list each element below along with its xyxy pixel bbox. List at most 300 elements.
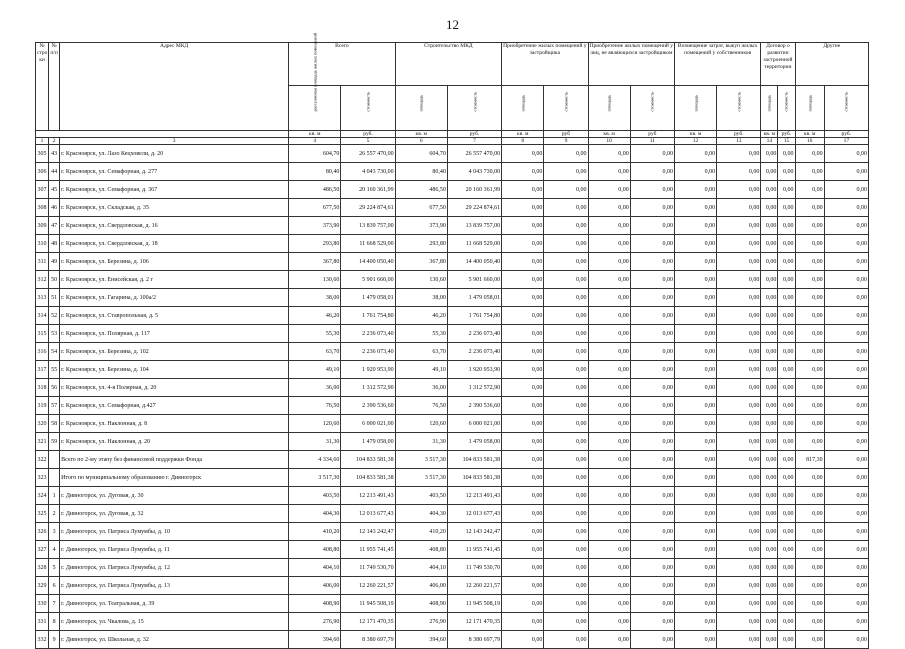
- table-row: [36, 145, 869, 163]
- row-value: 0,00: [778, 361, 795, 379]
- row-value: 0,00: [761, 181, 778, 199]
- row-value: 0,00: [544, 487, 588, 505]
- row-value: 0,00: [778, 343, 795, 361]
- row-value: 0,00: [778, 487, 795, 505]
- row-number: 310: [36, 235, 49, 253]
- row-value: 0,00: [795, 505, 824, 523]
- row-value: 373,90: [289, 217, 341, 235]
- row-value: 0,00: [717, 307, 761, 325]
- row-value: 31,30: [289, 433, 341, 451]
- row-value: 2 236 073,40: [341, 325, 395, 343]
- row-value: 0,00: [502, 163, 544, 181]
- row-value: 0,00: [588, 595, 630, 613]
- column-number: 6: [395, 138, 447, 145]
- row-number: 323: [36, 469, 49, 487]
- row-value: 1 479 058,01: [341, 289, 395, 307]
- row-pp: 45: [49, 181, 60, 199]
- row-value: 0,00: [717, 217, 761, 235]
- subheader-cost: [824, 86, 868, 131]
- row-address: г. Красноярск, ул. Семафорная, д. 367: [60, 181, 289, 199]
- row-value: 0,00: [544, 343, 588, 361]
- table-row: [36, 469, 869, 487]
- row-value: 0,00: [795, 559, 824, 577]
- row-number: 316: [36, 343, 49, 361]
- row-value: 12 213 491,43: [447, 487, 501, 505]
- row-value: 0,00: [778, 163, 795, 181]
- column-number: 15: [778, 138, 795, 145]
- row-value: 0,00: [588, 271, 630, 289]
- row-pp: 48: [49, 235, 60, 253]
- row-value: 410,20: [289, 523, 341, 541]
- row-value: 276,90: [395, 613, 447, 631]
- row-value: 6 000 021,00: [341, 415, 395, 433]
- row-value: 0,00: [717, 487, 761, 505]
- row-value: 1 312 572,90: [447, 379, 501, 397]
- row-value: 76,50: [289, 397, 341, 415]
- row-value: 408,90: [289, 595, 341, 613]
- row-value: 0,00: [588, 307, 630, 325]
- table-row: [36, 505, 869, 523]
- row-pp: 4: [49, 541, 60, 559]
- row-value: 0,00: [761, 559, 778, 577]
- row-pp: 51: [49, 289, 60, 307]
- row-value: 0,00: [502, 433, 544, 451]
- row-value: 0,00: [761, 487, 778, 505]
- row-value: 0,00: [824, 253, 868, 271]
- row-value: 0,00: [824, 577, 868, 595]
- row-value: 0,00: [544, 163, 588, 181]
- row-address: г. Дивногорск, ул. Дуговая, д. 32: [60, 505, 289, 523]
- row-value: 20 160 361,99: [341, 181, 395, 199]
- unit-label: кв. м: [588, 131, 630, 138]
- row-value: 0,00: [502, 235, 544, 253]
- row-value: 0,00: [824, 487, 868, 505]
- row-value: 12 213 491,43: [341, 487, 395, 505]
- subheader-cost: [544, 86, 588, 131]
- row-value: 0,00: [674, 505, 716, 523]
- row-value: 0,00: [824, 163, 868, 181]
- row-value: 0,00: [502, 199, 544, 217]
- row-value: 0,00: [630, 379, 674, 397]
- table-row: [36, 487, 869, 505]
- unit-label: кв. м: [395, 131, 447, 138]
- row-pp: 43: [49, 145, 60, 163]
- row-value: 0,00: [824, 181, 868, 199]
- row-value: 0,00: [717, 541, 761, 559]
- row-value: 0,00: [588, 577, 630, 595]
- row-value: 11 668 529,00: [341, 235, 395, 253]
- row-value: 0,00: [778, 379, 795, 397]
- row-value: 11 668 529,00: [447, 235, 501, 253]
- row-value: 0,00: [674, 253, 716, 271]
- row-value: 38,00: [289, 289, 341, 307]
- row-address: г. Дивногорск, ул. Дуговая, д. 30: [60, 487, 289, 505]
- row-value: 0,00: [630, 181, 674, 199]
- row-value: 0,00: [778, 235, 795, 253]
- row-number: 324: [36, 487, 49, 505]
- row-value: 0,00: [674, 559, 716, 577]
- row-value: 373,90: [395, 217, 447, 235]
- column-number: 10: [588, 138, 630, 145]
- row-value: 2 236 073,40: [341, 343, 395, 361]
- row-value: 0,00: [717, 613, 761, 631]
- row-value: 0,00: [761, 595, 778, 613]
- row-value: 46,20: [395, 307, 447, 325]
- row-value: 0,00: [761, 235, 778, 253]
- row-value: 0,00: [761, 271, 778, 289]
- row-value: 2 236 073,40: [447, 325, 501, 343]
- subheader-text: стоимость: [736, 91, 742, 111]
- row-value: 14 400 050,40: [341, 253, 395, 271]
- row-value: 0,00: [778, 325, 795, 343]
- row-value: 0,00: [630, 361, 674, 379]
- row-value: 26 557 470,00: [341, 145, 395, 163]
- row-value: 0,00: [630, 541, 674, 559]
- row-value: 403,50: [289, 487, 341, 505]
- row-value: 0,00: [795, 199, 824, 217]
- row-value: 0,00: [761, 631, 778, 649]
- row-value: 0,00: [824, 613, 868, 631]
- row-value: 0,00: [544, 397, 588, 415]
- row-value: 2 390 536,60: [447, 397, 501, 415]
- subheader-text: площадь: [807, 94, 813, 111]
- row-value: 0,00: [630, 505, 674, 523]
- row-value: 0,00: [778, 181, 795, 199]
- row-value: 0,00: [778, 541, 795, 559]
- row-value: 406,00: [395, 577, 447, 595]
- header-total: Всего: [289, 43, 395, 86]
- unit-label: руб.: [717, 131, 761, 138]
- row-value: 1 761 754,80: [447, 307, 501, 325]
- row-value: 0,00: [795, 469, 824, 487]
- row-number: 317: [36, 361, 49, 379]
- row-value: 0,00: [795, 523, 824, 541]
- row-value: 0,00: [778, 217, 795, 235]
- row-value: 0,00: [630, 307, 674, 325]
- row-pp: [49, 469, 60, 487]
- row-value: 0,00: [544, 271, 588, 289]
- row-value: 0,00: [588, 451, 630, 469]
- row-value: 49,10: [395, 361, 447, 379]
- row-value: 677,50: [289, 199, 341, 217]
- row-pp: 49: [49, 253, 60, 271]
- row-value: 0,00: [630, 469, 674, 487]
- row-value: 0,00: [588, 217, 630, 235]
- row-value: 0,00: [544, 217, 588, 235]
- row-value: 13 839 757,00: [341, 217, 395, 235]
- subheader-text: стоимость: [365, 91, 371, 111]
- row-value: 0,00: [674, 289, 716, 307]
- row-value: 0,00: [502, 469, 544, 487]
- row-value: 0,00: [795, 433, 824, 451]
- row-value: 0,00: [630, 217, 674, 235]
- row-value: 0,00: [588, 145, 630, 163]
- row-value: 0,00: [544, 559, 588, 577]
- row-value: 0,00: [795, 487, 824, 505]
- row-number: 314: [36, 307, 49, 325]
- header-compensation: Возмещение затрат, выкуп жилых помещений у собственников: [674, 43, 760, 86]
- row-value: 104 833 581,38: [341, 469, 395, 487]
- row-address: г. Дивногорск, ул. Патриса Лумумбы, д. 13: [60, 577, 289, 595]
- row-value: 677,50: [395, 199, 447, 217]
- row-value: 0,00: [795, 595, 824, 613]
- row-value: 0,00: [717, 325, 761, 343]
- table-row: [36, 163, 869, 181]
- row-value: 0,00: [544, 523, 588, 541]
- page-number: 12: [446, 17, 459, 32]
- row-value: 130,60: [289, 271, 341, 289]
- row-value: 0,00: [544, 613, 588, 631]
- row-value: 0,00: [761, 415, 778, 433]
- row-value: 0,00: [717, 343, 761, 361]
- row-value: 604,70: [289, 145, 341, 163]
- row-value: 0,00: [588, 613, 630, 631]
- row-value: 0,00: [778, 199, 795, 217]
- row-value: 0,00: [761, 397, 778, 415]
- row-value: 0,00: [717, 415, 761, 433]
- row-value: 3 517,30: [395, 469, 447, 487]
- row-value: 1 479 058,01: [447, 289, 501, 307]
- column-number: 17: [824, 138, 868, 145]
- row-value: 0,00: [588, 433, 630, 451]
- row-value: 38,00: [395, 289, 447, 307]
- subheader-text: стоимость: [649, 91, 655, 111]
- row-value: 0,00: [502, 253, 544, 271]
- table-row: [36, 595, 869, 613]
- row-value: 0,00: [544, 235, 588, 253]
- column-number: 4: [289, 138, 341, 145]
- unit-label: руб: [544, 131, 588, 138]
- row-value: 0,00: [674, 379, 716, 397]
- row-pp: 50: [49, 271, 60, 289]
- row-value: 0,00: [717, 361, 761, 379]
- row-pp: 7: [49, 595, 60, 613]
- row-value: 817,30: [795, 451, 824, 469]
- row-address: г. Красноярск, ул. Ставропольная, д. 5: [60, 307, 289, 325]
- row-number: 307: [36, 181, 49, 199]
- unit-label: руб.: [341, 131, 395, 138]
- row-address: г. Красноярск, ул. Лазо Кецховели, д. 20: [60, 145, 289, 163]
- subheader-area: [395, 86, 447, 131]
- row-value: 0,00: [630, 289, 674, 307]
- row-value: 0,00: [544, 541, 588, 559]
- row-value: 0,00: [761, 451, 778, 469]
- row-value: 0,00: [824, 379, 868, 397]
- row-number: 327: [36, 541, 49, 559]
- row-value: 0,00: [778, 271, 795, 289]
- row-value: 11 749 530,70: [447, 559, 501, 577]
- row-value: 104 833 581,38: [341, 451, 395, 469]
- row-value: 0,00: [795, 541, 824, 559]
- row-value: 0,00: [588, 379, 630, 397]
- row-value: 0,00: [761, 541, 778, 559]
- row-value: 0,00: [630, 433, 674, 451]
- header-num: № стро ки: [36, 43, 49, 131]
- row-value: 0,00: [674, 541, 716, 559]
- row-value: 0,00: [674, 361, 716, 379]
- row-value: 0,00: [674, 595, 716, 613]
- row-pp: 53: [49, 325, 60, 343]
- row-value: 0,00: [630, 235, 674, 253]
- row-value: 0,00: [502, 559, 544, 577]
- header-other: Другие: [795, 43, 869, 86]
- row-value: 0,00: [761, 253, 778, 271]
- row-value: 4 334,60: [289, 451, 341, 469]
- row-value: 0,00: [761, 145, 778, 163]
- row-number: 330: [36, 595, 49, 613]
- row-value: 0,00: [502, 217, 544, 235]
- row-value: 0,00: [824, 307, 868, 325]
- row-value: 0,00: [778, 415, 795, 433]
- row-address: г. Дивногорск, ул. Патриса Лумумбы, д. 12: [60, 559, 289, 577]
- row-value: 5 901 660,00: [447, 271, 501, 289]
- row-number: 311: [36, 253, 49, 271]
- row-value: 0,00: [778, 397, 795, 415]
- row-value: 0,00: [588, 469, 630, 487]
- row-value: 0,00: [502, 451, 544, 469]
- row-value: 0,00: [717, 451, 761, 469]
- row-value: 0,00: [717, 469, 761, 487]
- row-pp: 8: [49, 613, 60, 631]
- row-pp: 47: [49, 217, 60, 235]
- table-row: [36, 361, 869, 379]
- row-value: 0,00: [502, 541, 544, 559]
- row-number: 325: [36, 505, 49, 523]
- row-value: 104 833 581,38: [447, 451, 501, 469]
- row-value: 3 517,30: [289, 469, 341, 487]
- row-value: 0,00: [502, 595, 544, 613]
- row-value: 0,00: [717, 145, 761, 163]
- table-row: [36, 541, 869, 559]
- row-value: 0,00: [717, 163, 761, 181]
- row-number: 305: [36, 145, 49, 163]
- row-value: 0,00: [778, 523, 795, 541]
- row-value: 0,00: [502, 613, 544, 631]
- row-value: 0,00: [795, 325, 824, 343]
- table-row: [36, 559, 869, 577]
- resettlement-table: [35, 32, 869, 649]
- row-value: 2 390 536,60: [341, 397, 395, 415]
- row-number: 319: [36, 397, 49, 415]
- row-value: 8 380 697,79: [447, 631, 501, 649]
- row-value: 0,00: [778, 289, 795, 307]
- row-value: 49,10: [289, 361, 341, 379]
- row-address: г. Красноярск, ул. Енисейская, д. 2 г: [60, 271, 289, 289]
- row-value: 0,00: [502, 523, 544, 541]
- row-value: 0,00: [824, 523, 868, 541]
- row-value: 11 955 741,45: [341, 541, 395, 559]
- row-value: 76,50: [395, 397, 447, 415]
- row-value: 0,00: [824, 235, 868, 253]
- row-value: 0,00: [588, 361, 630, 379]
- row-value: 293,80: [395, 235, 447, 253]
- row-value: 0,00: [502, 577, 544, 595]
- row-value: 63,70: [395, 343, 447, 361]
- subheader-area: [588, 86, 630, 131]
- row-value: 394,60: [395, 631, 447, 649]
- table-row: [36, 181, 869, 199]
- row-value: 0,00: [630, 325, 674, 343]
- column-number: 12: [674, 138, 716, 145]
- row-number: 308: [36, 199, 49, 217]
- row-value: 120,60: [395, 415, 447, 433]
- row-value: 0,00: [778, 307, 795, 325]
- row-value: 0,00: [588, 487, 630, 505]
- row-value: 0,00: [761, 505, 778, 523]
- row-number: 315: [36, 325, 49, 343]
- row-value: 0,00: [761, 343, 778, 361]
- row-value: 0,00: [717, 631, 761, 649]
- row-address: г. Красноярск, ул. Березина, д. 104: [60, 361, 289, 379]
- row-address: г. Красноярск, ул. Семафорная, д. 277: [60, 163, 289, 181]
- row-address: г. Красноярск, ул. Березина, д. 102: [60, 343, 289, 361]
- table-row: [36, 307, 869, 325]
- row-value: 0,00: [544, 451, 588, 469]
- row-value: 0,00: [778, 577, 795, 595]
- row-value: 0,00: [761, 361, 778, 379]
- unit-label: кв. м: [674, 131, 716, 138]
- row-value: 0,00: [630, 559, 674, 577]
- row-value: 0,00: [795, 145, 824, 163]
- row-value: 367,80: [395, 253, 447, 271]
- row-value: 14 400 050,40: [447, 253, 501, 271]
- row-value: 0,00: [544, 325, 588, 343]
- row-value: 0,00: [795, 253, 824, 271]
- row-value: 0,00: [544, 145, 588, 163]
- row-value: 0,00: [674, 145, 716, 163]
- row-value: 486,50: [395, 181, 447, 199]
- row-value: 0,00: [630, 163, 674, 181]
- row-value: 0,00: [795, 361, 824, 379]
- row-pp: 59: [49, 433, 60, 451]
- row-value: 0,00: [588, 235, 630, 253]
- row-value: 0,00: [588, 505, 630, 523]
- row-value: 0,00: [674, 631, 716, 649]
- row-value: 0,00: [761, 379, 778, 397]
- row-value: 1 312 572,90: [341, 379, 395, 397]
- column-number: 1: [36, 138, 49, 145]
- table-row: [36, 415, 869, 433]
- row-value: 4 043 730,00: [341, 163, 395, 181]
- row-pp: 5: [49, 559, 60, 577]
- row-value: 486,50: [289, 181, 341, 199]
- column-number: 13: [717, 138, 761, 145]
- row-value: 0,00: [778, 451, 795, 469]
- row-pp: 2: [49, 505, 60, 523]
- row-value: 0,00: [502, 397, 544, 415]
- row-pp: 9: [49, 631, 60, 649]
- table-row: [36, 217, 869, 235]
- row-value: 0,00: [824, 559, 868, 577]
- subheader-cost: [717, 86, 761, 131]
- row-value: 4 043 730,00: [447, 163, 501, 181]
- row-value: 404,10: [395, 559, 447, 577]
- row-value: 0,00: [630, 577, 674, 595]
- row-value: 276,90: [289, 613, 341, 631]
- table-row: [36, 397, 869, 415]
- table-row: [36, 235, 869, 253]
- row-value: 0,00: [761, 217, 778, 235]
- table-row: [36, 199, 869, 217]
- row-pp: 57: [49, 397, 60, 415]
- row-value: 0,00: [588, 163, 630, 181]
- subheader-text: площадь: [418, 94, 424, 111]
- row-value: 0,00: [717, 559, 761, 577]
- row-number: 328: [36, 559, 49, 577]
- row-value: 0,00: [630, 343, 674, 361]
- subheader-text: площадь: [520, 94, 526, 111]
- subheader-text: площадь: [766, 94, 772, 111]
